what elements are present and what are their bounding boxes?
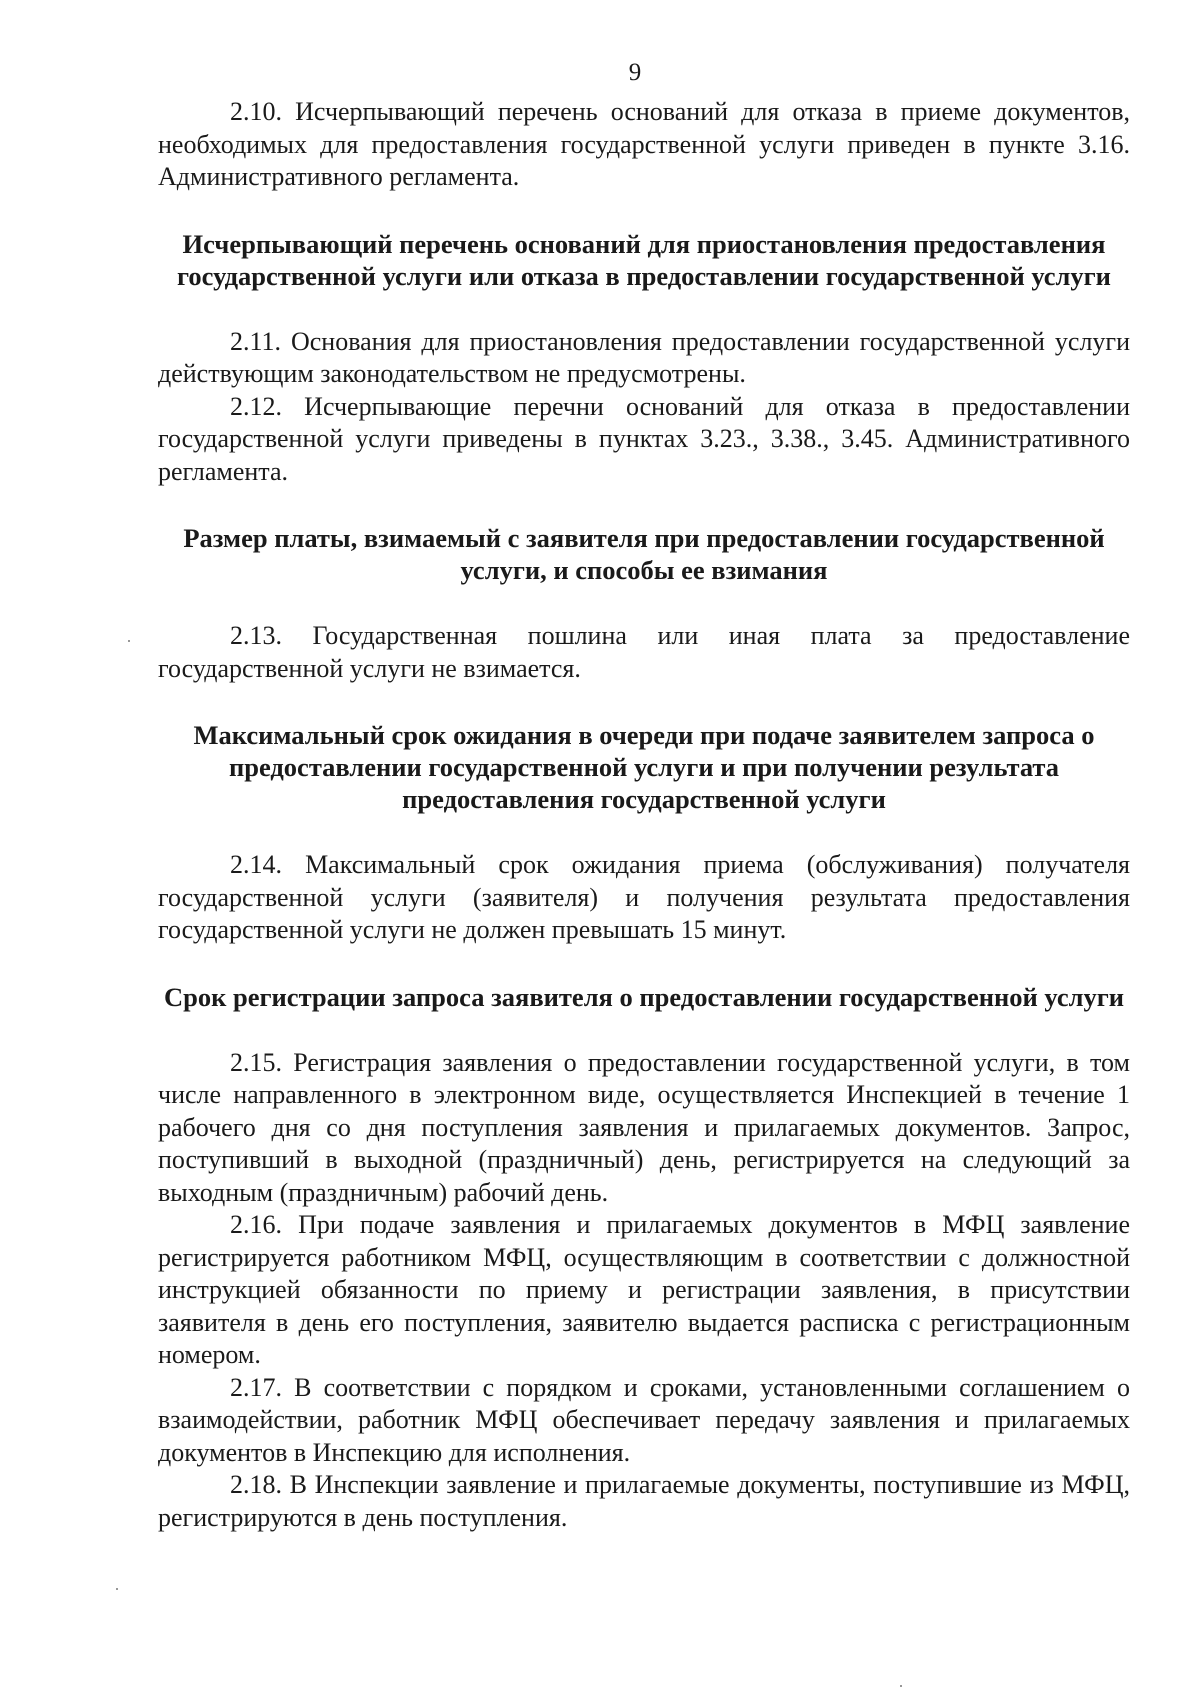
paragraph-2-18: 2.18. В Инспекции заявление и прилагаемые документы, поступившие из МФЦ, регистрируются в день поступления. [158, 1470, 1130, 1532]
scan-speck [116, 1588, 118, 1590]
paragraph-2-10: 2.10. Исчерпывающий перечень оснований для отказа в приеме документов, необходимых для предоставления государственной услуги приведен в пункте 3.16. Административного регламента. [158, 97, 1130, 191]
section-heading-fee: Размер платы, взимаемый с заявителя при предоставлении государственной услуги, и способы ее взимания [183, 523, 1105, 585]
scan-speck [900, 1685, 902, 1687]
paragraph-2-14: 2.14. Максимальный срок ожидания приема (обслуживания) получателя государственной услуги (заявителя) и получения результата предоставления государственной услуги не должен превышать 15 минут. [158, 850, 1130, 944]
page-number: 9 [628, 59, 642, 86]
scan-speck [128, 640, 130, 642]
paragraph-2-13: 2.13. Государственная пошлина или иная плата за предоставление государственной услуги не взимается. [158, 621, 1130, 683]
paragraph-2-12: 2.12. Исчерпывающие перечни оснований для отказа в предоставлении государственной услуги приведены в пунктах 3.23., 3.38., 3.45. Административного регламента. [158, 391, 1130, 486]
paragraph-2-17: 2.17. В соответствии с порядком и сроками, установленными соглашением о взаимодействии, работник МФЦ обеспечивает передачу заявления и прилагаемых документов в Инспекцию для исполнения. [158, 1372, 1130, 1467]
section-heading-registration-term: Срок регистрации запроса заявителя о предоставлении государственной услуги [163, 981, 1125, 1012]
paragraph-2-15: 2.15. Регистрация заявления о предоставлении государственной услуги, в том числе направленного в электронном виде, осуществляется Инспекцией в течение 1 рабочего дня со дня поступления заявления и прилагаемых документов. Запрос, поступивший в выходной (праздничный) день, регистрируется на следующий за выходным (праздничным) рабочий день. [158, 1047, 1130, 1207]
section-heading-queue-time: Максимальный срок ожидания в очереди при подаче заявителем запроса о предоставлении государственной услуги и при получении результата предоставления государственной услуги [193, 720, 1095, 814]
paragraph-2-16: 2.16. При подаче заявления и прилагаемых документов в МФЦ заявление регистрируется работником МФЦ, осуществляющим в соответствии с должностной инструкцией обязанности по приему и регистрации заявления, в присутствии заявителя в день его поступления, заявителю выдается расписка с регистрационным номером. [158, 1210, 1130, 1369]
paragraph-2-11: 2.11. Основания для приостановления предоставлении государственной услуги действующим законодательством не предусмотрены. [158, 326, 1130, 388]
section-heading-grounds-for-suspension: Исчерпывающий перечень оснований для приостановления предоставления государственной услуги или отказа в предоставлении государственной услуги [177, 228, 1111, 291]
document-body [158, 96, 1130, 1534]
